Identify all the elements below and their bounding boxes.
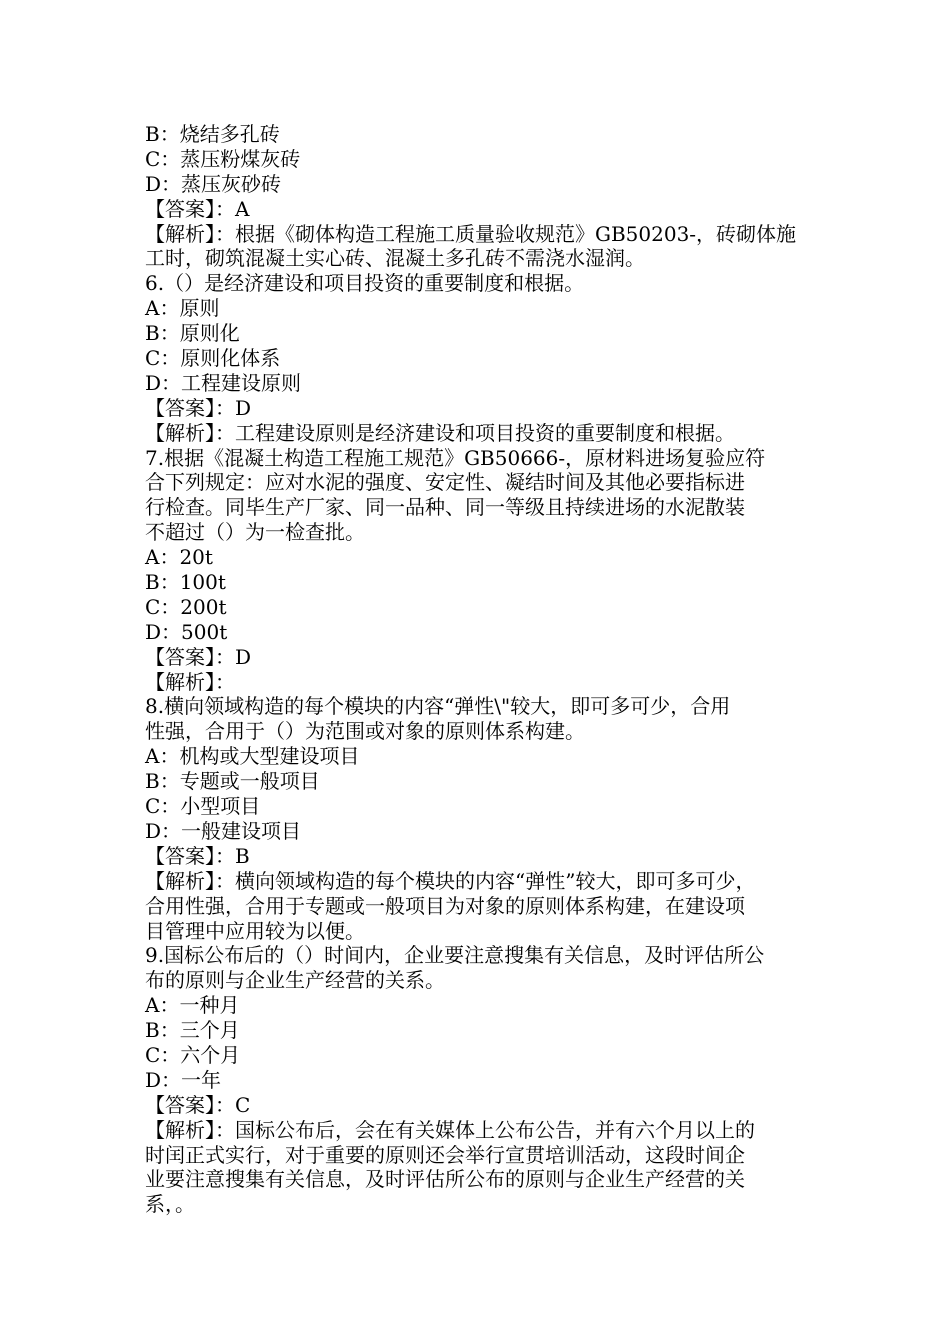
option-line: B：原则化 (145, 321, 240, 346)
text-line: D：蒸压灰砂砖 (145, 171, 282, 196)
question-line: 6.（）是经济建设和项目投资的重要制度和根据。 (145, 271, 585, 296)
text-line: 布的原则与企业生产经营的关系。 (145, 968, 445, 993)
analysis-line: 【解析】：国标公布后，会在有关媒体上公布公告，并有六个月以上的 (145, 1117, 755, 1142)
option-line: B：专题或一般项目 (145, 769, 320, 794)
option-line: A：原则 (145, 296, 220, 321)
text-line: C：蒸压粉煤灰砖 (145, 146, 301, 171)
text-line: 工时，砌筑混凝土实心砖、混凝土多孔砖不需浇水湿润。 (145, 246, 645, 271)
option-line: B：三个月 (145, 1018, 240, 1043)
text-line: 行检查。同毕生产厂家、同一品种、同一等级且持续进场的水泥散装 (145, 495, 745, 520)
answer-line: 【答案】：A (145, 196, 250, 221)
text-line: 业要注意搜集有关信息，及时评估所公布的原则与企业生产经营的关 (145, 1167, 745, 1192)
text-line: 不超过（）为一检查批。 (145, 520, 365, 545)
answer-line: 【答案】：D (145, 644, 252, 669)
text-line: 系，。 (145, 1192, 195, 1217)
option-line: C：200t (145, 594, 227, 619)
option-line: C：原则化体系 (145, 346, 281, 371)
document-page (145, 122, 825, 1217)
option-line: D：一般建设项目 (145, 818, 302, 843)
text-line: B：烧结多孔砖 (145, 122, 280, 146)
question-line: 9.国标公布后的（）时间内，企业要注意搜集有关信息，及时评估所公 (145, 943, 765, 968)
analysis-line: 【解析】：工程建设原则是经济建设和项目投资的重要制度和根据。 (145, 420, 735, 445)
option-line: A：20t (145, 545, 213, 570)
analysis-line: 【解析】：横向领域构造的每个模块的内容“弹性”较大，即可多可少， (145, 868, 756, 893)
question-line: 7.根据《混凝土构造工程施工规范》GB50666-，原材料进场复验应符 (145, 445, 766, 470)
option-line: B：100t (145, 570, 226, 595)
analysis-line: 【解析】： (145, 669, 235, 694)
option-line: A：机构或大型建设项目 (145, 744, 360, 769)
question-line: 8.横向领域构造的每个模块的内容“弹性\"较大，即可多可少，合用 (145, 694, 731, 719)
analysis-line: 【解析】：根据《砌体构造工程施工质量验收规范》GB50203-，砖砌体施 (145, 221, 797, 246)
text-line: 合用性强，合用于专题或一般项目为对象的原则体系构建，在建设项 (145, 893, 745, 918)
option-line: D：500t (145, 619, 228, 644)
option-line: C：小型项目 (145, 794, 261, 819)
text-line: 时闰正式实行，对于重要的原则还会举行宣贯培训活动，这段时间企 (145, 1142, 745, 1167)
answer-line: 【答案】：D (145, 395, 252, 420)
option-line: D：一年 (145, 1067, 222, 1092)
answer-line: 【答案】：B (145, 843, 250, 868)
option-line: C：六个月 (145, 1042, 241, 1067)
option-line: D：工程建设原则 (145, 370, 302, 395)
text-line: 目管理中应用较为以便。 (145, 918, 365, 943)
text-line: 合下列规定：应对水泥的强度、安定性、凝结时间及其他必要指标进 (145, 470, 745, 495)
option-line: A：一种月 (145, 993, 240, 1018)
answer-line: 【答案】：C (145, 1092, 251, 1117)
text-line: 性强，合用于（）为范围或对象的原则体系构建。 (145, 719, 585, 744)
